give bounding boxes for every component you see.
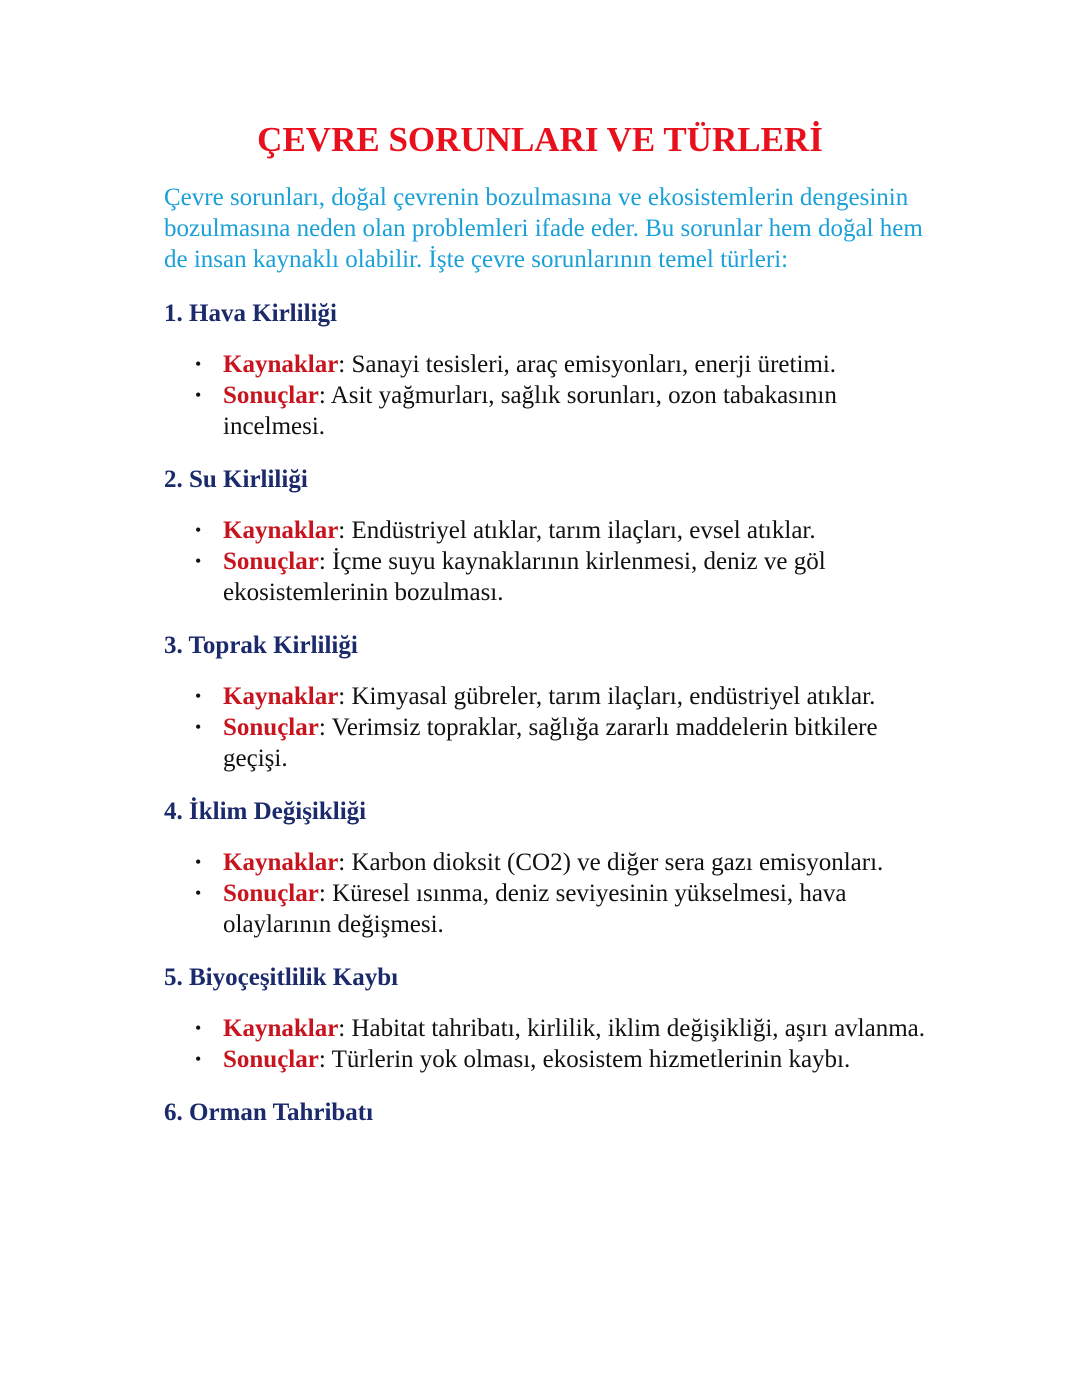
bullet-icon: • xyxy=(195,883,202,903)
page-title: ÇEVRE SORUNLARI VE TÜRLERİ xyxy=(257,120,823,159)
section-heading: 2. Su Kirliliği xyxy=(164,466,308,493)
bullet-list xyxy=(164,515,930,608)
list-item: • Sonuçlar: Küresel ısınma, deniz seviyesinin yükselmesi, hava olaylarının değişmesi. xyxy=(195,880,847,938)
list-item: • Kaynaklar: Kimyasal gübreler, tarım ilaçları, endüstriyel atıklar. xyxy=(195,683,876,710)
section-orman-tahribati xyxy=(164,1097,930,1128)
item-text: Sanayi tesisleri, araç emisyonları, enerji üretimi. xyxy=(351,351,837,378)
item-label: Kaynaklar xyxy=(223,683,339,710)
bullet-icon: • xyxy=(195,717,202,737)
item-label: Kaynaklar xyxy=(223,351,339,378)
list-item: • Sonuçlar: Verimsiz topraklar, sağlığa zararlı maddelerin bitkilere geçişi. xyxy=(195,714,878,772)
item-label: Sonuçlar xyxy=(223,1046,319,1073)
bullet-list xyxy=(164,681,930,774)
section-heading: 3. Toprak Kirliliği xyxy=(164,632,358,659)
item-text: Türlerin yok olması, ekosistem hizmetlerinin kaybı. xyxy=(331,1046,851,1073)
item-text: Kimyasal gübreler, tarım ilaçları, endüstriyel atıklar. xyxy=(351,683,876,710)
section-heading: 5. Biyoçeşitlilik Kaybı xyxy=(164,964,399,991)
bullet-icon: • xyxy=(195,551,202,571)
item-text: Karbon dioksit (CO2) ve diğer sera gazı emisyonları. xyxy=(351,849,884,876)
list-item: • Kaynaklar: Endüstriyel atıklar, tarım ilaçları, evsel atıklar. xyxy=(195,517,816,544)
bullet-icon: • xyxy=(195,1049,202,1069)
section-biyocesitlilik-kaybi xyxy=(164,962,930,1075)
bullet-icon: • xyxy=(195,520,202,540)
item-label: Sonuçlar xyxy=(223,880,319,907)
item-text: Habitat tahribatı, kirlilik, iklim değişikliği, aşırı avlanma. xyxy=(351,1015,925,1042)
item-text: İçme suyu kaynaklarının kirlenmesi, deniz ve göl ekosistemlerinin bozulması. xyxy=(223,548,826,606)
section-heading: 1. Hava Kirliliği xyxy=(164,300,337,327)
section-hava-kirliligi xyxy=(164,298,930,442)
item-text: Küresel ısınma, deniz seviyesinin yükselmesi, hava olaylarının değişmesi. xyxy=(223,880,847,938)
list-item: • Kaynaklar: Habitat tahribatı, kirlilik, iklim değişikliği, aşırı avlanma. xyxy=(195,1015,925,1042)
intro-paragraph: Çevre sorunları, doğal çevrenin bozulmasına ve ekosistemlerin dengesinin bozulmasına neden olan problemleri ifade eder. Bu sorunlar hem doğal hem de insan kaynaklı olabilir. İşte çevre sorunlarının temel türleri: xyxy=(164,184,923,273)
item-text: Asit yağmurları, sağlık sorunları, ozon tabakasının incelmesi. xyxy=(223,382,837,440)
item-label: Sonuçlar xyxy=(223,714,319,741)
bullet-icon: • xyxy=(195,385,202,405)
bullet-list xyxy=(164,349,930,442)
item-text: Endüstriyel atıklar, tarım ilaçları, evsel atıklar. xyxy=(351,517,816,544)
list-item: • Sonuçlar: İçme suyu kaynaklarının kirlenmesi, deniz ve göl ekosistemlerinin bozulması. xyxy=(195,548,826,606)
section-toprak-kirliligi xyxy=(164,630,930,774)
section-heading: 4. İklim Değişikliği xyxy=(164,798,367,825)
list-item: • Sonuçlar: Asit yağmurları, sağlık sorunları, ozon tabakasının incelmesi. xyxy=(195,382,837,440)
bullet-list xyxy=(164,847,930,940)
bullet-icon: • xyxy=(195,1018,202,1038)
item-label: Kaynaklar xyxy=(223,517,339,544)
item-label: Kaynaklar xyxy=(223,1015,339,1042)
item-label: Sonuçlar xyxy=(223,382,319,409)
bullet-icon: • xyxy=(195,686,202,706)
list-item: • Kaynaklar: Sanayi tesisleri, araç emisyonları, enerji üretimi. xyxy=(195,351,837,378)
item-label: Sonuçlar xyxy=(223,548,319,575)
bullet-list xyxy=(164,1013,930,1075)
section-heading: 6. Orman Tahribatı xyxy=(164,1099,374,1126)
item-text: Verimsiz topraklar, sağlığa zararlı maddelerin bitkilere geçişi. xyxy=(223,714,878,772)
bullet-icon: • xyxy=(195,852,202,872)
bullet-icon: • xyxy=(195,354,202,374)
section-iklim-degisikligi xyxy=(164,796,930,940)
section-su-kirliligi xyxy=(164,464,930,608)
list-item: • Sonuçlar: Türlerin yok olması, ekosistem hizmetlerinin kaybı. xyxy=(195,1046,851,1073)
list-item: • Kaynaklar: Karbon dioksit (CO2) ve diğer sera gazı emisyonları. xyxy=(195,849,884,876)
item-label: Kaynaklar xyxy=(223,849,339,876)
